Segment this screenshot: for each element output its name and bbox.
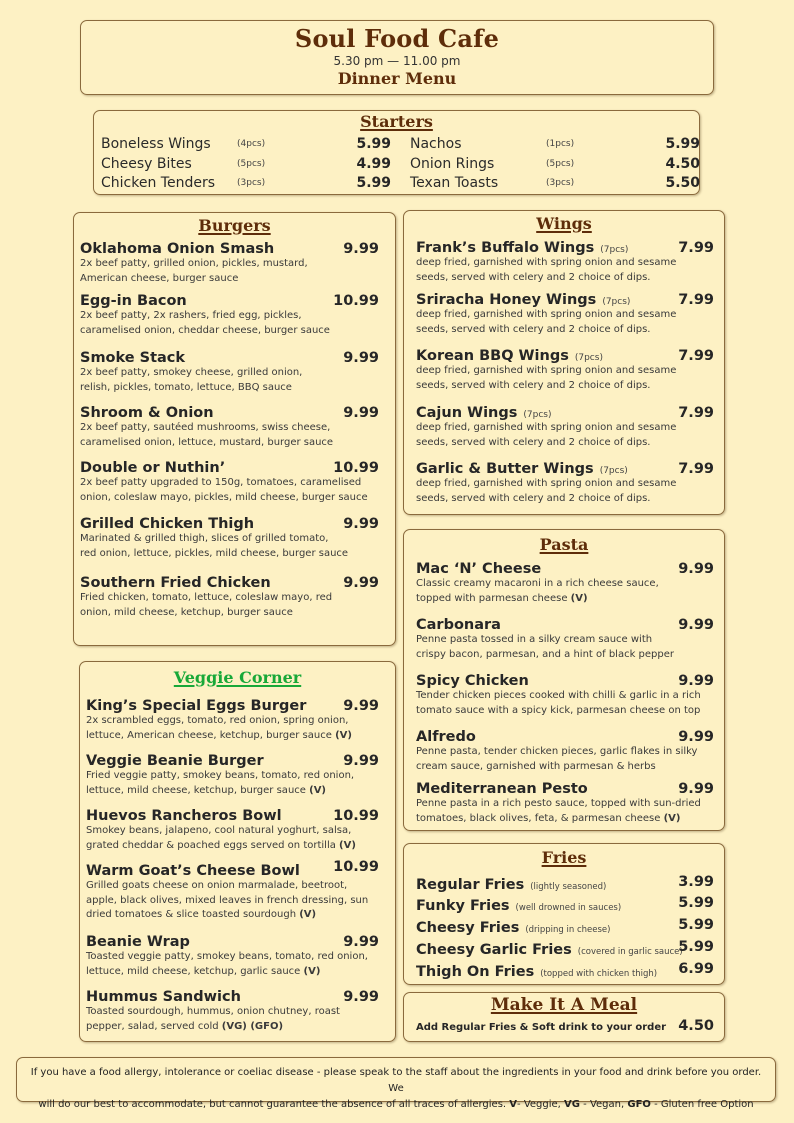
starter-item (410, 156, 700, 176)
legend-vegan-text: - Vegan, (583, 1099, 625, 1110)
menu-item (416, 348, 714, 393)
item-price: 9.99 (678, 673, 714, 689)
item-description: 2x beef patty, smokey cheese, grilled onion, relish, pickles, tomato, lettuce, BBQ sauce (80, 367, 303, 393)
starter-qty: (3pcs) (546, 178, 575, 188)
item-name: Shroom & Onion (80, 405, 214, 421)
item-price: 9.99 (678, 561, 714, 577)
legend-vegan-code: VG (564, 1099, 580, 1110)
menu-item (416, 240, 714, 285)
menu-item (86, 753, 379, 798)
menu-item (80, 241, 379, 286)
item-price: 9.99 (343, 405, 379, 421)
item-description: Toasted sourdough, hummus, onion chutney, roast pepper, salad, served cold (VG) (GFO) (86, 1006, 340, 1032)
item-note: (dripping in cheese) (525, 925, 611, 935)
menu-item (416, 617, 714, 662)
starter-name: Onion Rings (410, 155, 495, 172)
menu-item (416, 461, 714, 506)
item-qty: (7pcs) (599, 466, 628, 476)
item-description: 2x beef patty upgraded to 150g, tomatoes, caramelised onion, coleslaw mayo, pickles, mild cheese, burger sauce (80, 477, 368, 503)
menu-item (86, 989, 379, 1034)
item-note: (covered in garlic sauce) (577, 947, 683, 957)
item-price: 5.99 (678, 917, 714, 933)
item-price: 9.99 (678, 729, 714, 745)
item-name: Warm Goat’s Cheese Bowl (86, 863, 300, 879)
starters-left-column (101, 136, 391, 195)
item-qty: (7pcs) (574, 353, 603, 363)
item-description: Penne pasta tossed in a silky cream sauce with crispy bacon, parmesan, and a hint of black pepper (416, 634, 675, 660)
item-name: Garlic & Butter Wings (7pcs) (416, 461, 628, 477)
item-name: Double or Nuthin’ (80, 460, 226, 476)
allergy-line-1: If you have a food allergy, intolerance or coeliac disease - please speak to the staff about the ingredients in your food and drink before you order. We (30, 1067, 762, 1094)
item-description: Tender chicken pieces cooked with chilli & garlic in a rich tomato sauce with a spicy kick, parmesan cheese on top (416, 690, 701, 716)
menu-item (86, 808, 379, 853)
item-description: Classic creamy macaroni in a rich cheese sauce, topped with parmesan cheese (V) (416, 578, 659, 604)
item-description: deep fried, garnished with spring onion and sesame seeds, served with celery and 2 choice of dips. (416, 478, 677, 504)
diet-tag: (V) (299, 909, 317, 920)
item-price: 9.99 (343, 989, 379, 1005)
item-description: 2x beef patty, grilled onion, pickles, mustard, American cheese, burger sauce (80, 258, 308, 284)
legend-gluten-free-text: - Gluten free Option (654, 1099, 754, 1110)
item-note: (well drowned in sauces) (515, 903, 622, 913)
starter-price: 5.99 (356, 175, 391, 191)
item-name: Funky Fries (well drowned in sauces) (416, 898, 622, 914)
menu-item (80, 575, 379, 620)
item-name: Mediterranean Pesto (416, 781, 588, 797)
item-name: Huevos Rancheros Bowl (86, 808, 282, 824)
menu-item (80, 460, 379, 505)
starter-price: 4.99 (356, 155, 391, 172)
item-price: 10.99 (333, 808, 379, 824)
menu-item (86, 698, 379, 743)
pasta-title: Pasta (539, 535, 589, 554)
item-price: 9.99 (343, 575, 379, 591)
fries-item (416, 917, 714, 939)
item-price: 7.99 (678, 405, 714, 421)
starter-item (410, 136, 700, 156)
item-price: 9.99 (343, 698, 379, 714)
item-name: Hummus Sandwich (86, 989, 241, 1005)
legend-veggie-code: V (509, 1099, 518, 1110)
menu-item (80, 405, 379, 450)
item-price: 10.99 (333, 859, 379, 875)
header-panel (80, 20, 714, 95)
item-description: Marinated & grilled thigh, slices of grilled tomato, red onion, lettuce, pickles, mild cheese, burger sauce (80, 533, 349, 559)
item-name: Thigh On Fries (topped with chicken thigh) (416, 964, 658, 980)
menu-item (416, 673, 714, 718)
item-name: Alfredo (416, 729, 476, 745)
diet-tag: (V) (570, 592, 588, 604)
cafe-name: Soul Food Cafe (294, 24, 500, 53)
starter-price: 4.50 (665, 155, 700, 172)
menu-item (416, 561, 714, 606)
menu-item (86, 934, 379, 979)
wings-section (403, 210, 725, 515)
meal-title: Make It A Meal (490, 995, 638, 1015)
menu-title: Dinner Menu (337, 69, 457, 88)
item-description: deep fried, garnished with spring onion and sesame seeds, served with celery and 2 choice of dips. (416, 365, 677, 391)
starter-item (101, 156, 391, 176)
item-price: 9.99 (343, 753, 379, 769)
item-price: 6.99 (678, 961, 714, 977)
item-name: Smoke Stack (80, 350, 186, 366)
item-name: Oklahoma Onion Smash (80, 241, 275, 257)
diet-tag: (V) (303, 965, 321, 977)
fries-item (416, 895, 714, 917)
item-price: 7.99 (678, 292, 714, 308)
item-name: Regular Fries (lightly seasoned) (416, 877, 607, 893)
item-price: 9.99 (343, 516, 379, 532)
fries-item (416, 939, 714, 961)
menu-item (80, 516, 379, 561)
item-description: Penne pasta, tender chicken pieces, garlic flakes in silky cream sauce, garnished with parmesan & herbs (416, 746, 698, 772)
item-price: 5.99 (678, 939, 714, 955)
starter-item (101, 136, 391, 156)
starter-price: 5.99 (665, 136, 700, 152)
item-description: deep fried, garnished with spring onion and sesame seeds, served with celery and 2 choice of dips. (416, 309, 677, 335)
diet-tag: (V) (663, 812, 681, 824)
item-price: 9.99 (343, 350, 379, 366)
item-price: 5.99 (678, 895, 714, 911)
item-name: Carbonara (416, 617, 501, 633)
burgers-title: Burgers (198, 216, 271, 235)
pasta-section (403, 529, 725, 831)
menu-item (416, 405, 714, 450)
fries-section (403, 843, 725, 985)
item-price: 10.99 (333, 460, 379, 476)
starter-name: Texan Toasts (410, 175, 499, 191)
item-price: 7.99 (678, 240, 714, 256)
allergy-notice (16, 1057, 776, 1110)
starter-qty: (4pcs) (237, 139, 266, 149)
item-name: Mac ‘N’ Cheese (416, 561, 542, 577)
starter-qty: (1pcs) (546, 139, 575, 149)
item-name: Cheesy Fries (dripping in cheese) (416, 920, 611, 936)
legend-gluten-free-code: GFO (627, 1099, 651, 1110)
meal-description: Add Regular Fries & Soft drink to your order (416, 1022, 667, 1033)
diet-tag: (V) (335, 729, 352, 741)
starter-price: 5.99 (356, 136, 391, 152)
opening-hours: 5.30 pm — 11.00 pm (333, 54, 461, 68)
menu-item (416, 729, 714, 774)
make-it-a-meal-section (403, 992, 725, 1042)
item-name: Korean BBQ Wings (7pcs) (416, 348, 603, 364)
legend-veggie-text: - Veggie, (517, 1099, 561, 1110)
starters-right-column (410, 136, 700, 195)
item-name: Veggie Beanie Burger (86, 753, 264, 769)
item-name: Egg-in Bacon (80, 293, 187, 309)
item-description: 2x scrambled eggs, tomato, red onion, spring onion, lettuce, American cheese, ketchup, burger sauce (V) (86, 715, 352, 741)
menu-item (416, 781, 714, 826)
allergy-line-2: will do our best to accommodate, but cannot guarantee the absence of all traces of allergies. (38, 1099, 507, 1110)
item-price: 9.99 (343, 934, 379, 950)
item-name: King’s Special Eggs Burger (86, 698, 307, 714)
item-price: 9.99 (678, 617, 714, 633)
veggie-corner-section (79, 661, 396, 1042)
item-description: Fried veggie patty, smokey beans, tomato, red onion, lettuce, mild cheese, ketchup, burger sauce (V) (86, 770, 355, 796)
starter-price: 5.50 (665, 175, 700, 191)
starter-qty: (5pcs) (237, 158, 266, 169)
item-price: 10.99 (333, 293, 379, 309)
menu-item (80, 293, 379, 338)
item-qty: (7pcs) (600, 245, 629, 255)
veggie-corner-title: Veggie Corner (173, 668, 302, 687)
item-description: deep fried, garnished with spring onion and sesame seeds, served with celery and 2 choice of dips. (416, 257, 677, 283)
item-price: 7.99 (678, 461, 714, 477)
starters-title: Starters (360, 112, 433, 131)
diet-tag: (V) (309, 784, 327, 796)
item-description: Fried chicken, tomato, lettuce, coleslaw mayo, red onion, mild cheese, ketchup, burger sauce (80, 592, 333, 618)
item-description: Toasted veggie patty, smokey beans, tomato, red onion, lettuce, mild cheese, ketchup, garlic sauce (V) (86, 951, 368, 977)
menu-item (86, 859, 379, 923)
starter-item (101, 175, 391, 195)
item-name: Frank’s Buffalo Wings (7pcs) (416, 240, 629, 256)
item-name: Cajun Wings (7pcs) (416, 405, 552, 421)
starter-name: Chicken Tenders (101, 175, 215, 191)
fries-item (416, 874, 714, 896)
menu-item (80, 350, 379, 395)
diet-tag: (V) (339, 839, 356, 851)
starter-name: Boneless Wings (101, 136, 211, 152)
item-description: deep fried, garnished with spring onion and sesame seeds, served with celery and 2 choice of dips. (416, 422, 677, 448)
fries-title: Fries (541, 848, 587, 867)
item-price: 3.99 (678, 874, 714, 890)
starter-qty: (3pcs) (237, 178, 266, 188)
item-name: Sriracha Honey Wings (7pcs) (416, 292, 631, 308)
item-name: Cheesy Garlic Fries (covered in garlic sauce) (416, 942, 683, 958)
wings-title: Wings (536, 214, 592, 233)
burgers-section (73, 212, 396, 646)
item-price: 9.99 (678, 781, 714, 797)
item-description: Grilled goats cheese on onion marmalade, beetroot, apple, black olives, mixed leaves in french dressing, sun dried tomatoes & slice toasted sourdough (V) (86, 880, 369, 920)
item-name: Beanie Wrap (86, 934, 190, 950)
item-price: 9.99 (343, 241, 379, 257)
item-description: Penne pasta in a rich pesto sauce, topped with sun-dried tomatoes, black olives, feta, & parmesan cheese (V) (416, 798, 701, 824)
item-qty: (7pcs) (602, 297, 631, 307)
diet-tag: (VG) (GFO) (221, 1020, 284, 1032)
item-name: Southern Fried Chicken (80, 575, 271, 591)
starters-section (93, 110, 700, 195)
item-description: 2x beef patty, 2x rashers, fried egg, pickles, caramelised onion, cheddar cheese, burger sauce (80, 310, 330, 336)
fries-item (416, 961, 714, 983)
menu-item (416, 292, 714, 337)
starter-qty: (5pcs) (546, 158, 575, 169)
item-note: (topped with chicken thigh) (540, 969, 658, 979)
starter-name: Nachos (410, 136, 462, 152)
item-qty: (7pcs) (523, 410, 552, 420)
starter-item (410, 175, 700, 195)
item-note: (lightly seasoned) (530, 882, 607, 892)
item-name: Spicy Chicken (416, 673, 529, 689)
item-description: Smokey beans, jalapeno, cool natural yoghurt, salsa, grated cheddar & poached eggs served on tortilla (V) (86, 825, 356, 851)
item-description: 2x beef patty, sautéed mushrooms, swiss cheese, caramelised onion, lettuce, mustard, burger sauce (80, 422, 334, 448)
starter-name: Cheesy Bites (101, 155, 192, 172)
meal-price: 4.50 (678, 1018, 714, 1034)
item-name: Grilled Chicken Thigh (80, 516, 255, 532)
item-price: 7.99 (678, 348, 714, 364)
